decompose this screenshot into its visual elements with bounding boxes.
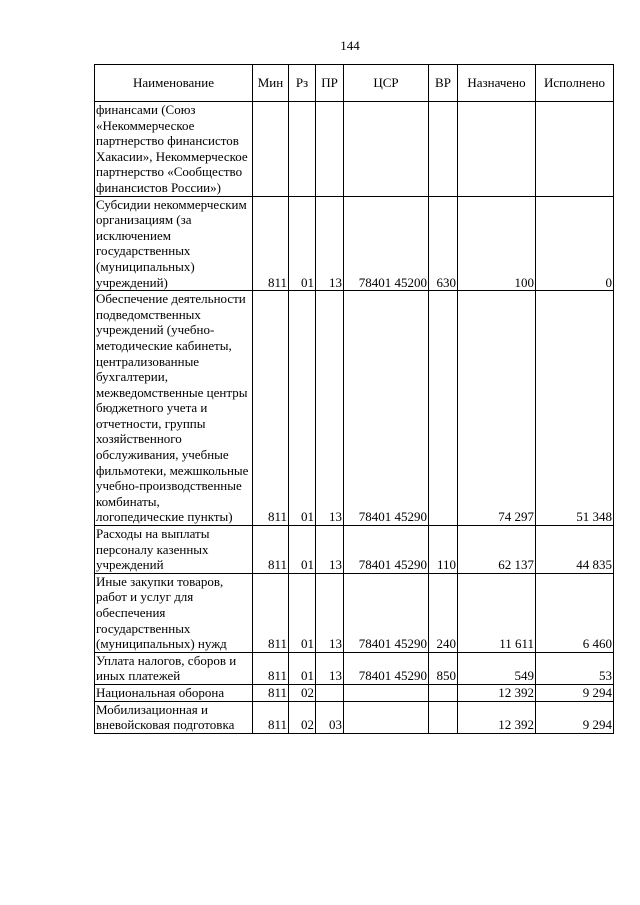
- cell-vr: 630: [429, 196, 458, 291]
- cell-pr: 13: [316, 652, 344, 684]
- cell-name: Субсидии некоммерческим организациям (за исключением государственных (муниципальных) учреждений): [95, 196, 253, 291]
- cell-vr: [429, 684, 458, 701]
- cell-rz: [289, 102, 316, 197]
- cell-pr: 13: [316, 196, 344, 291]
- cell-min: 811: [253, 573, 289, 652]
- header-assigned: Назначено: [458, 65, 536, 102]
- cell-assigned: 12 392: [458, 701, 536, 733]
- cell-assigned: 100: [458, 196, 536, 291]
- cell-rz: 01: [289, 526, 316, 574]
- cell-executed: 53: [536, 652, 614, 684]
- cell-csr: 78401 45290: [344, 291, 429, 526]
- cell-assigned: 12 392: [458, 684, 536, 701]
- cell-rz: 01: [289, 196, 316, 291]
- table-row: [95, 684, 614, 701]
- cell-min: 811: [253, 652, 289, 684]
- cell-csr: 78401 45290: [344, 526, 429, 574]
- cell-min: 811: [253, 291, 289, 526]
- cell-vr: 850: [429, 652, 458, 684]
- cell-csr: 78401 45290: [344, 652, 429, 684]
- cell-executed: 0: [536, 196, 614, 291]
- header-executed: Исполнено: [536, 65, 614, 102]
- cell-pr: 03: [316, 701, 344, 733]
- cell-pr: 13: [316, 291, 344, 526]
- cell-csr: [344, 701, 429, 733]
- cell-name: Мобилизационная и вневойсковая подготовка: [95, 701, 253, 733]
- cell-vr: [429, 701, 458, 733]
- cell-csr: 78401 45290: [344, 573, 429, 652]
- cell-csr: [344, 684, 429, 701]
- cell-assigned: 62 137: [458, 526, 536, 574]
- header-vr: ВР: [429, 65, 458, 102]
- cell-executed: 44 835: [536, 526, 614, 574]
- header-csr: ЦСР: [344, 65, 429, 102]
- table-row: [95, 196, 614, 291]
- cell-name: Уплата налогов, сборов и иных платежей: [95, 652, 253, 684]
- header-name: Наименование: [95, 65, 253, 102]
- cell-min: [253, 102, 289, 197]
- header-pr: ПР: [316, 65, 344, 102]
- cell-rz: 02: [289, 684, 316, 701]
- cell-executed: 9 294: [536, 684, 614, 701]
- cell-rz: 01: [289, 291, 316, 526]
- cell-name: Обеспечение деятельности подведомственных учреждений (учебно-методические кабинеты, централизованные бухгалтерии, межведомственные центры бюджетного учета и отчетности, группы хозяйственного обслуживания, учебные фильмотеки, межшкольные учебно-производственные комбинаты, логопедические пункты): [95, 291, 253, 526]
- cell-pr: [316, 102, 344, 197]
- cell-rz: 02: [289, 701, 316, 733]
- cell-name: Национальная оборона: [95, 684, 253, 701]
- cell-name: Расходы на выплаты персоналу казенных учреждений: [95, 526, 253, 574]
- cell-assigned: 549: [458, 652, 536, 684]
- page-number: 144: [340, 38, 360, 53]
- cell-rz: 01: [289, 652, 316, 684]
- cell-name: финансами (Союз «Некоммерческое партнерство финансистов Хакасии», Некоммерческое партнерство «Сообщество финансистов России»): [95, 102, 253, 197]
- cell-assigned: 11 611: [458, 573, 536, 652]
- cell-pr: 13: [316, 573, 344, 652]
- cell-executed: 51 348: [536, 291, 614, 526]
- cell-min: 811: [253, 701, 289, 733]
- cell-vr: [429, 102, 458, 197]
- table-row: [95, 291, 614, 526]
- cell-min: 811: [253, 684, 289, 701]
- table-row: [95, 573, 614, 652]
- table-row: [95, 102, 614, 197]
- budget-table: [94, 64, 614, 734]
- cell-rz: 01: [289, 573, 316, 652]
- cell-min: 811: [253, 526, 289, 574]
- cell-vr: [429, 291, 458, 526]
- header-min: Мин: [253, 65, 289, 102]
- table-row: [95, 526, 614, 574]
- cell-csr: [344, 102, 429, 197]
- cell-min: 811: [253, 196, 289, 291]
- cell-executed: [536, 102, 614, 197]
- cell-executed: 6 460: [536, 573, 614, 652]
- table-row: [95, 701, 614, 733]
- header-rz: Рз: [289, 65, 316, 102]
- cell-assigned: [458, 102, 536, 197]
- cell-assigned: 74 297: [458, 291, 536, 526]
- cell-pr: [316, 684, 344, 701]
- table-header-row: [95, 65, 614, 102]
- cell-pr: 13: [316, 526, 344, 574]
- table-row: [95, 652, 614, 684]
- cell-csr: 78401 45200: [344, 196, 429, 291]
- cell-vr: 240: [429, 573, 458, 652]
- cell-executed: 9 294: [536, 701, 614, 733]
- cell-name: Иные закупки товаров, работ и услуг для обеспечения государственных (муниципальных) нужд: [95, 573, 253, 652]
- cell-vr: 110: [429, 526, 458, 574]
